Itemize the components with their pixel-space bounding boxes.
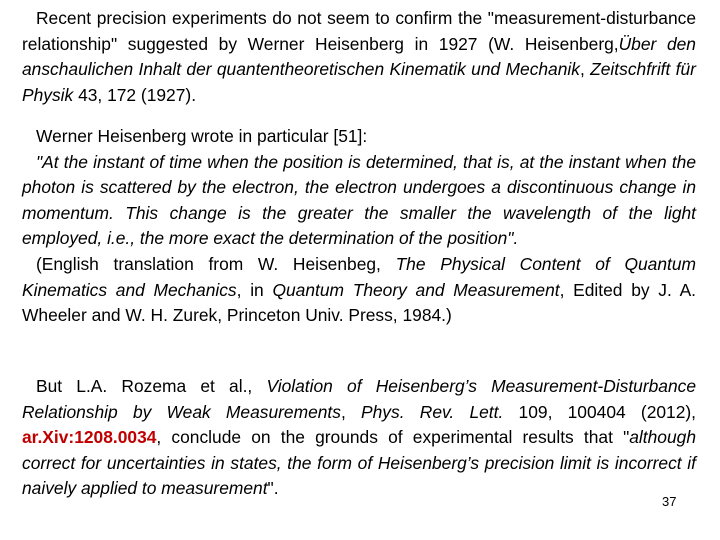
paragraph-rozema xyxy=(22,374,696,502)
translation-editors: , Edited by J. A. Wheeler and W. H. Zurek, Princeton Univ. Press, 1984.) xyxy=(22,279,696,326)
para3-sep: , xyxy=(340,401,362,422)
translation-note: (English translation from W. Heisenbeg, xyxy=(36,253,396,274)
para3-paper-title: Violation of Heisenberg’s Measurement-Disturbance Relationship by Weak Measurements xyxy=(22,376,696,422)
translation-book: Quantum Theory and Measurement xyxy=(272,279,560,300)
para3-quote-end: ". xyxy=(267,478,279,499)
para1-sep: , xyxy=(579,59,591,80)
quote-intro: Werner Heisenberg wrote in particular [51]: xyxy=(36,126,368,146)
paragraph-heisenberg-claim xyxy=(22,6,696,108)
para3-conclusion: , conclude on the grounds of experimental results that " xyxy=(156,427,630,448)
para3-citation: 109, 100404 (2012), xyxy=(503,401,697,422)
para1-citation: 43, 172 (1927). xyxy=(73,84,197,105)
arxiv-link[interactable]: ar.Xiv:1208.0034 xyxy=(22,427,157,448)
para3-quote: although correct for uncertainties in states, the form of Heisenberg’s precision limit is incorrect if naively applied to measurement xyxy=(22,427,696,499)
translation-title: The Physical Content of Quantum Kinematics and Mechanics xyxy=(22,253,696,300)
para3-authors: But L.A. Rozema et al., xyxy=(36,376,267,396)
para1-journal: Zeitschfrift für Physik xyxy=(22,59,696,105)
quote-text: "At the instant of time when the position is determined, that is, at the instant when the photon is scattered by the electron, the electron undergoes a discontinuous change in momentum. This change is the greater the smaller the wavelength of the light employed, i.e., the more exact the determination of the position". xyxy=(22,151,696,249)
paragraph-heisenberg-quote xyxy=(22,124,696,329)
translation-sep: , in xyxy=(236,279,273,300)
page-number: 37 xyxy=(662,494,677,509)
para1-text: Recent precision experiments do not seem to confirm the "measurement-disturbance relationship" suggested by Werner Heisenberg in 1927 (W. Heisenberg, xyxy=(22,8,696,54)
para1-paper-title: Über den anschaulichen Inhalt der quantentheoretischen Kinematik und Mechanik xyxy=(22,33,696,80)
para3-journal: Phys. Rev. Lett. xyxy=(361,401,504,422)
